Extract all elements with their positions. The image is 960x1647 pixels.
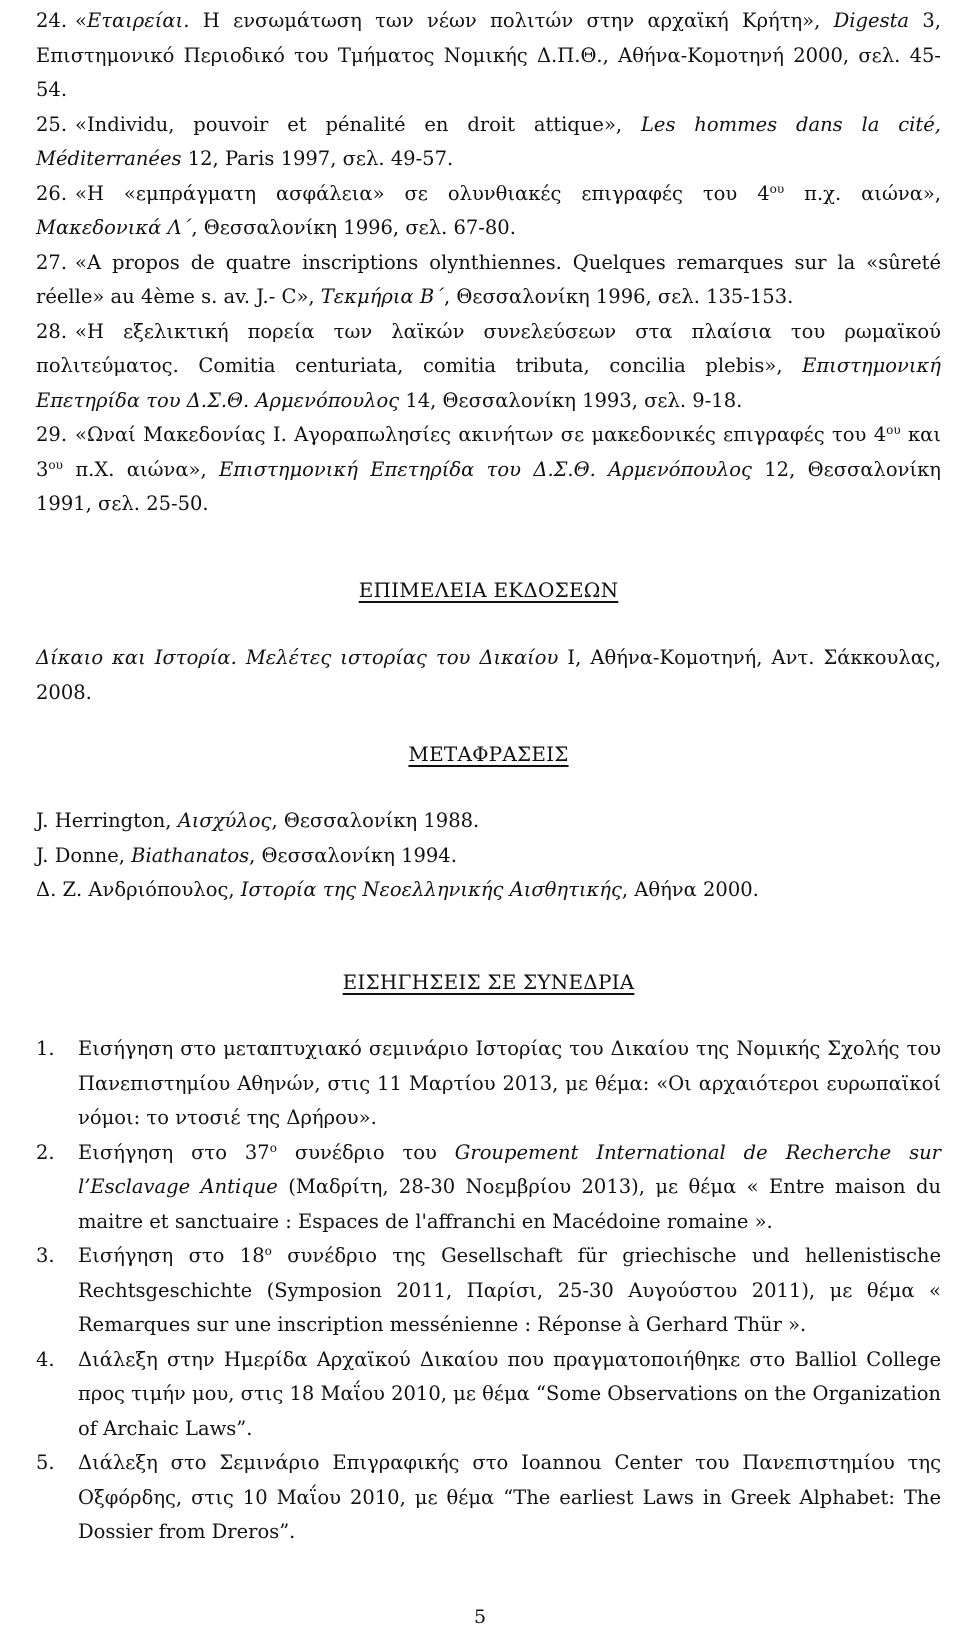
translation-entry (36, 839, 941, 874)
italic-text: Επιστημονική Επετηρίδα του Δ.Σ.Θ. Αρμενόπουλος (219, 457, 752, 481)
entry-number: 1. (36, 1037, 55, 1060)
publication-list (36, 4, 941, 522)
text-segment: Διάλεξη στο Σεμινάριο Επιγραφικής στο Ioannou Center του Πανεπιστημίου της Οξφόρδης, στις 10 Μαΐου 2010, με θέμα “The earliest Laws in Greek Alphabet: The Dossier from Dreros”. (78, 1451, 941, 1543)
text-segment: « (75, 9, 87, 32)
translation-entry (36, 873, 941, 908)
text-segment: και 3 (36, 423, 941, 481)
text-segment: Εισήγηση στο 18 (78, 1244, 265, 1267)
text-segment: 3, Επιστημονικό Περιοδικό του Τμήματος Νομικής Δ.Π.Θ., Αθήνα-Κομοτηνή 2000, σελ. 45-54. (36, 9, 942, 101)
text-segment: Εισήγηση στο μεταπτυχιακό σεμινάριο Ιστορίας του Δικαίου της Νομικής Σχολής του Πανεπιστημίου Αθηνών, στις 11 Μαρτίου 2013, με θέμα: «Οι αρχαιότεροι ευρωπαϊκοί νόμοι: το ντοσιέ της Δρήρου». (78, 1037, 941, 1129)
publication-entry (36, 418, 941, 522)
section-title-talks: ΕΙΣΗΓΗΣΕΙΣ ΣΕ ΣΥΝΕΔΡΙΑ (342, 970, 635, 994)
entry-number: 28. (36, 319, 68, 343)
section-title-editing: ΕΠΙΜΕΛΕΙΑ ΕΚΔΟΣΕΩΝ (358, 578, 619, 602)
text-segment: J. Herrington, (36, 809, 178, 832)
text-segment: «A propos de quatre inscriptions olynthiennes. Quelques remarques sur la «sûreté réelle» au 4ème s. av. J.- C», (36, 250, 941, 308)
superscript-text: ο (269, 1140, 277, 1155)
entry-number: 5. (36, 1451, 55, 1474)
italic-text: Digesta (833, 9, 910, 32)
translation-entry (36, 804, 941, 839)
text-segment: συνέδριο του (276, 1140, 455, 1164)
entry-number: 27. (36, 250, 68, 274)
entry-number: 25. (36, 112, 68, 136)
publication-entry (36, 4, 941, 108)
section-title-translations: ΜΕΤΑΦΡΑΣΕΙΣ (408, 742, 569, 766)
text-segment: 14, Θεσσαλονίκη 1993, σελ. 9-18. (399, 388, 743, 412)
italic-text: Μακεδονικά Λ΄ (36, 216, 192, 239)
entry-number: 24. (36, 9, 68, 32)
text-segment: «Individu, pouvoir et pénalité en droit attique», (75, 112, 641, 136)
talk-entry (36, 1343, 941, 1447)
text-segment: 12, Paris 1997, σελ. 49-57. (181, 147, 454, 170)
text-segment: (Μαδρίτη, 28-30 Νοεμβρίου 2013), με θέμα « Entre maison du maitre et sanctuaire : Espaces de l'affranchi en Macédoine romaine ». (78, 1175, 942, 1233)
text-segment: , Θεσσαλονίκη 1988. (271, 809, 480, 832)
superscript-text: ου (48, 457, 63, 472)
text-segment: «Ωναί Μακεδονίας Ι. Αγοραπωλησίες ακινήτων σε μακεδονικές επιγραφές του 4 (75, 423, 887, 446)
talk-entry (36, 1446, 941, 1550)
text-segment: . Η ενσωμάτωση των νέων πολιτών στην αρχαϊκή Κρήτη», (183, 9, 834, 32)
italic-text: Ιστορία της Νεοελληνικής Αισθητικής (240, 878, 622, 901)
text-segment: , Αθήνα 2000. (621, 878, 759, 901)
text-segment: , Θεσσαλονίκη 1996, σελ. 135-153. (443, 285, 794, 308)
editing-entry (36, 641, 941, 710)
text-segment: J. Donne, (36, 843, 132, 867)
text-segment: , Θεσσαλονίκη 1994. (249, 843, 457, 867)
italic-text: Αισχύλος (177, 809, 272, 832)
entry-number: 29. (36, 423, 68, 446)
superscript-text: ο (264, 1244, 272, 1258)
text-segment: 12, Θεσσαλονίκη 1991, σελ. 25-50. (36, 457, 941, 515)
text-segment: Εισήγηση στο 37 (78, 1140, 270, 1164)
italic-text: Δίκαιο και Ιστορία. Μελέτες ιστορίας του Δικαίου (36, 646, 559, 669)
italic-text: Εταιρείαι (86, 9, 184, 32)
talk-entry (36, 1239, 941, 1343)
text-segment: «Η «εμπράγματη ασφάλεια» σε ολυνθιακές επιγραφές του 4 (75, 181, 770, 205)
italic-text: Τεκμήρια Β΄ (320, 285, 444, 308)
italic-text: Groupement International de Recherche sur l’Esclavage Antique (78, 1140, 941, 1198)
text-segment: Ι, Αθήνα-Κομοτηνή, Αντ. Σάκκουλας, 2008. (36, 646, 942, 704)
text-segment: «Η εξελικτική πορεία των λαϊκών συνελεύσεων στα πλαίσια του ρωμαϊκού πολιτεύματος. Comitia centuriata, comitia tributa, concilia plebis», (36, 319, 941, 377)
talk-entry (36, 1032, 941, 1136)
talks-list (36, 1032, 941, 1550)
talk-entry (36, 1136, 941, 1240)
text-segment: συνέδριο της Gesellschaft für griechische und hellenistische Rechtsgeschichte (Symposion 2011, Παρίσι, 25-30 Αυγούστου 2011), με θέμα « Remarques sur une inscription messénienne : Réponse à Gerhard Thür ». (78, 1244, 941, 1336)
italic-text: Biathanatos (131, 843, 250, 867)
translations-list (36, 804, 941, 908)
italic-text: Επιστημονική Επετηρίδα του Δ.Σ.Θ. Αρμενόπουλος (36, 354, 941, 412)
superscript-text: ου (769, 181, 785, 196)
entry-number: 4. (36, 1347, 55, 1371)
text-segment: π.χ. αιώνα», (784, 181, 941, 205)
text-segment: Διάλεξη στην Ημερίδα Αρχαϊκού Δικαίου που πραγματοποιήθηκε στο Balliol College προς τιμήν μου, στις 18 Μαΐου 2010, με θέμα “Some Observations on the Organization of Archaic Laws”. (78, 1347, 941, 1440)
text-segment: π.Χ. αιώνα», (62, 457, 220, 481)
publication-entry (36, 177, 941, 246)
text-segment: , Θεσσαλονίκη 1996, σελ. 67-80. (191, 216, 516, 239)
entry-number: 26. (36, 181, 68, 205)
page-number: 5 (473, 1606, 487, 1628)
publication-entry (36, 108, 941, 177)
publication-entry (36, 315, 941, 419)
entry-number: 2. (36, 1140, 55, 1164)
publication-entry (36, 246, 941, 315)
superscript-text: ου (886, 423, 901, 437)
entry-number: 3. (36, 1244, 55, 1267)
text-segment: Δ. Ζ. Ανδριόπουλος, (36, 878, 241, 901)
italic-text: Les hommes dans la cité, Méditerranées (36, 112, 941, 170)
